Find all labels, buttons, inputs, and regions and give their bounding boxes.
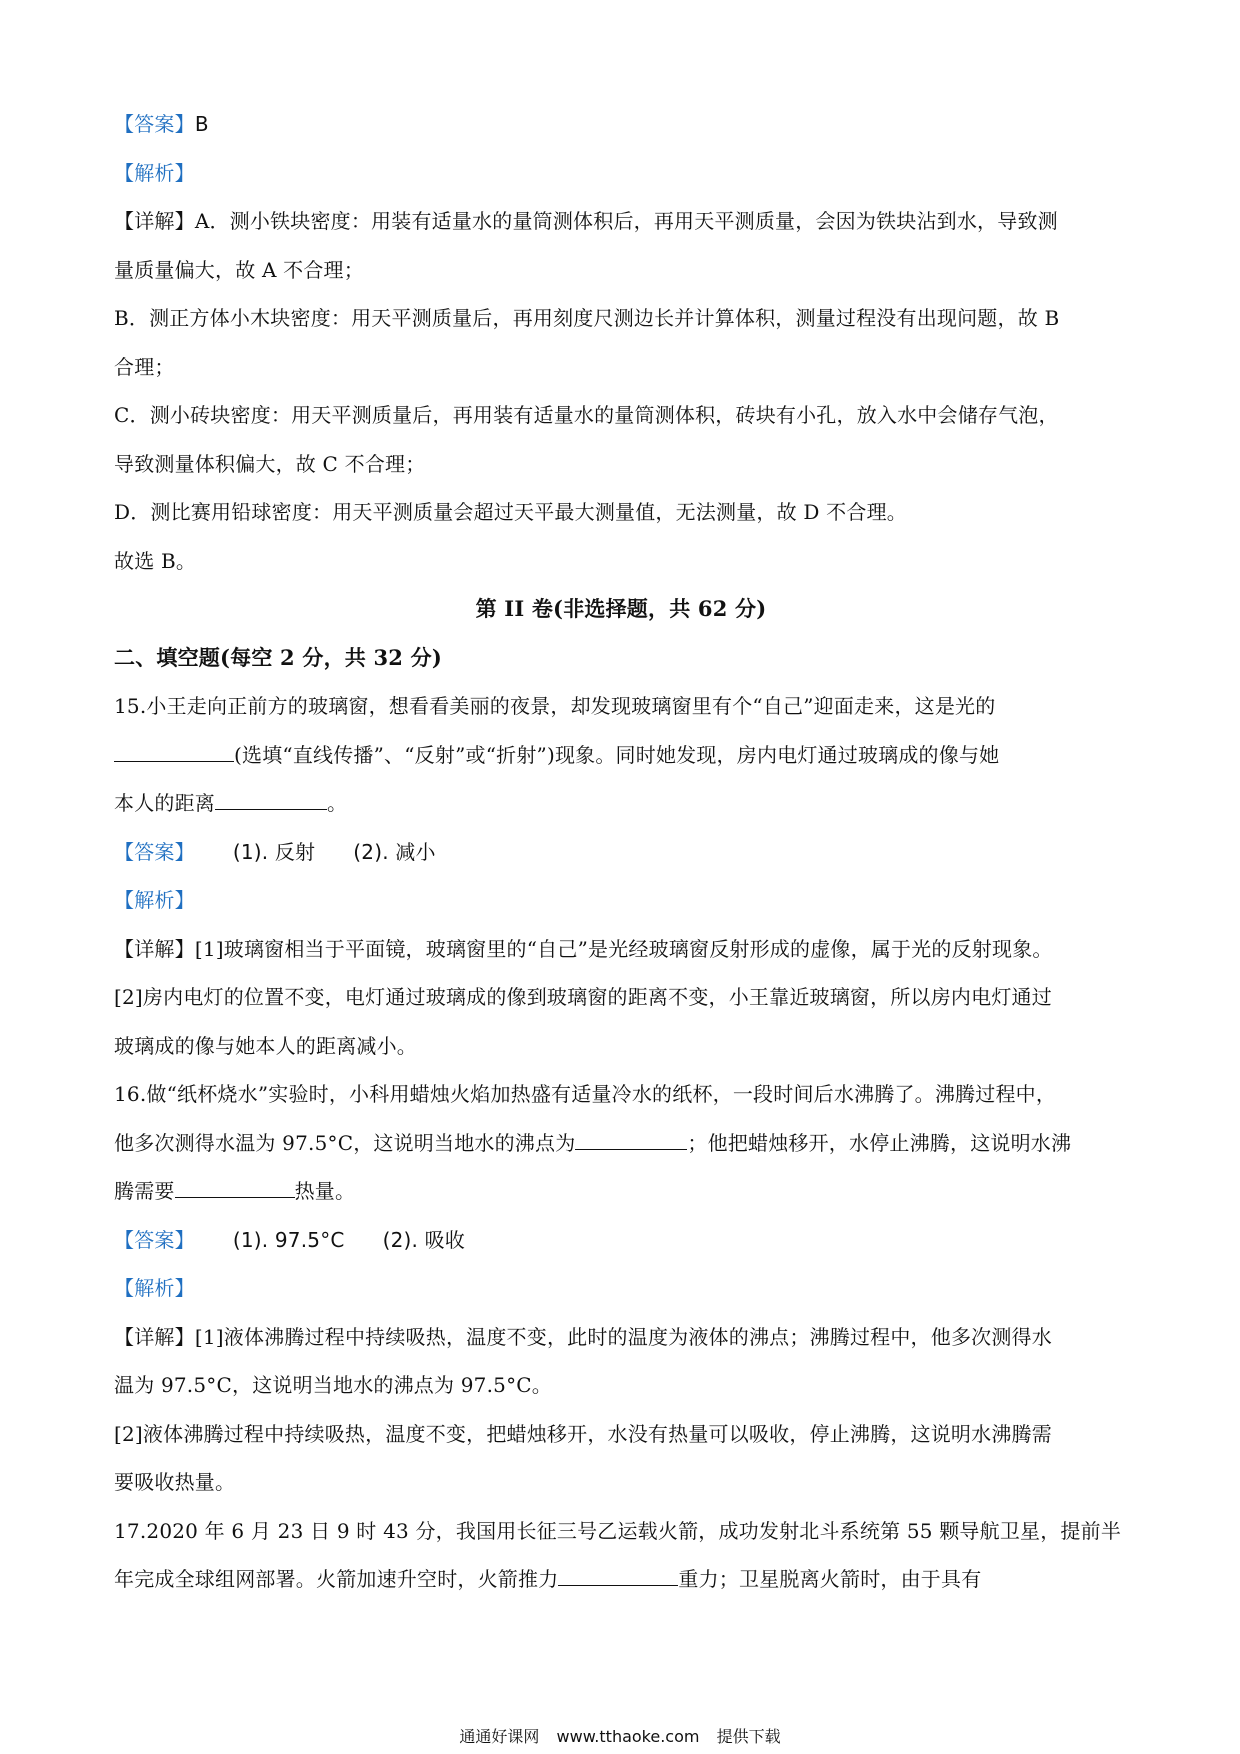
q15-detail-line-3: 玻璃成的像与她本人的距离减小。	[114, 1033, 417, 1058]
q14-conclusion: 故选 B。	[114, 548, 197, 573]
q14-detail-line-3: B．测正方体小木块密度：用天平测质量后，再用刻度尺测边长并计算体积，测量过程没有出现问题，故 B	[114, 306, 1060, 330]
answer-tag: 【答案】	[114, 112, 195, 136]
q16-detail-line-4: 要吸收热量。	[114, 1470, 236, 1494]
q16-line-2-end: ；他把蜡烛移开，水停止沸腾，这说明水沸	[687, 1130, 1072, 1155]
q15-line-3-text: 本人的距离	[114, 791, 215, 815]
q17-line-2	[114, 1555, 1128, 1604]
answer-blank	[215, 789, 327, 810]
q16-line-2	[114, 1119, 1128, 1168]
detail-tag: 【详解】	[114, 936, 195, 961]
q14-detail-line-7: D．测比赛用铅球密度：用天平测质量会超过天平最大测量值，无法测量，故 D 不合理。	[114, 500, 907, 524]
page-content	[114, 100, 1128, 1604]
q16-analysis-line	[114, 1264, 1128, 1313]
section-heading: 二、填空题(每空 2 分，共 32 分)	[114, 644, 442, 670]
q14-detail-line-5: C．测小砖块密度：用天平测质量后，再用装有适量水的量筒测体积，砖块有小孔，放入水中会储存气泡，	[114, 403, 1059, 427]
page-footer	[0, 1724, 1240, 1747]
q16-detail-line-3: [2]液体沸腾过程中持续吸热，温度不变，把蜡烛移开，水没有热量可以吸收，停止沸腾，这说明水沸腾需	[114, 1421, 1052, 1446]
q16-line-1: 16.做“纸杯烧水”实验时，小科用蜡烛火焰加热盛有适量冷水的纸杯，一段时间后水沸腾了。沸腾过程中，	[114, 1082, 1057, 1106]
q15-line-3	[114, 779, 1128, 828]
analysis-tag: 【解析】	[114, 888, 195, 912]
q15-line-1: 15.小王走向正前方的玻璃窗，想看看美丽的夜景，却发现玻璃窗里有个“自己”迎面走来，这是光的	[114, 694, 996, 718]
answer-tag: 【答案】	[114, 1227, 195, 1252]
q16-answer-line	[114, 1216, 1128, 1265]
answer-tag: 【答案】	[114, 839, 195, 864]
q16-detail-line-2: 温为 97.5°C，这说明当地水的沸点为 97.5°C。	[114, 1373, 552, 1397]
q16-line-3	[114, 1167, 1128, 1216]
q16-line-2-text: 他多次测得水温为 97.5°C，这说明当地水的沸点为	[114, 1130, 576, 1155]
analysis-tag: 【解析】	[114, 1276, 195, 1300]
q16-line-3-end: 热量。	[294, 1179, 356, 1203]
answer-item-1: (1). 反射	[232, 839, 316, 864]
answer-item-2: (2). 减小	[353, 839, 436, 864]
q15-line-3-end: 。	[327, 791, 348, 815]
q16-line-3-text: 腾需要	[114, 1179, 175, 1203]
q16-detail-line-1	[114, 1313, 1128, 1362]
answer-blank	[114, 741, 234, 762]
footer-note: 提供下载	[716, 1727, 781, 1746]
q15-detail-line-2: [2]房内电灯的位置不变，电灯通过玻璃成的像到玻璃窗的距离不变，小王靠近玻璃窗，所以房内电灯通过	[114, 985, 1052, 1009]
q15-analysis-line	[114, 876, 1128, 925]
answer-item-2: (2). 吸收	[382, 1227, 466, 1252]
q14-analysis-line	[114, 149, 1128, 198]
detail-tag: 【详解】	[114, 209, 195, 233]
q15-detail-line-1	[114, 925, 1128, 974]
detail-tag: 【详解】	[114, 1324, 195, 1349]
q17-line-1: 17.2020 年 6 月 23 日 9 时 43 分，我国用长征三号乙运载火箭，成功发射北斗系统第 55 颗导航卫星，提前半	[114, 1518, 1122, 1543]
answer-item-1: (1). 97.5°C	[232, 1227, 345, 1252]
analysis-tag: 【解析】	[114, 160, 195, 185]
q15-line-2	[114, 731, 1128, 780]
q14-detail-line-1	[114, 197, 1128, 246]
footer-site-name: 通通好课网	[459, 1727, 540, 1746]
q15-answer-line	[114, 828, 1128, 877]
q14-detail-line-4: 合理；	[114, 354, 175, 379]
detail-text: A．测小铁块密度：用装有适量水的量筒测体积后，再用天平测质量，会因为铁块沾到水，导致测	[194, 209, 1058, 233]
detail-text: [1]玻璃窗相当于平面镜，玻璃窗里的“自己”是光经玻璃窗反射形成的虚像，属于光的反射现象。	[194, 936, 1053, 961]
q14-detail-line-6: 导致测量体积偏大，故 C 不合理；	[114, 451, 426, 476]
answer-blank	[175, 1177, 295, 1198]
answer-value: B	[194, 112, 209, 136]
answer-blank	[575, 1129, 687, 1150]
footer-url[interactable]: www.tthaoke.com	[556, 1727, 700, 1746]
detail-text: [1]液体沸腾过程中持续吸热，温度不变，此时的温度为液体的沸点；沸腾过程中，他多次测得水	[194, 1324, 1052, 1349]
q17-line-2-end: 重力；卫星脱离火箭时，由于具有	[678, 1567, 982, 1591]
answer-blank	[558, 1565, 678, 1586]
q14-answer-line	[114, 100, 1128, 149]
q14-detail-line-2: 量质量偏大，故 A 不合理；	[114, 257, 364, 282]
q17-line-2-text: 年完成全球组网部署。火箭加速升空时，火箭推力	[114, 1567, 559, 1591]
q15-line-2-text: (选填“直线传播”、“反射”或“折射”)现象。同时她发现，房内电灯通过玻璃成的像与她	[234, 742, 1000, 767]
part-title: 第 II 卷(非选择题，共 62 分)	[475, 596, 767, 621]
